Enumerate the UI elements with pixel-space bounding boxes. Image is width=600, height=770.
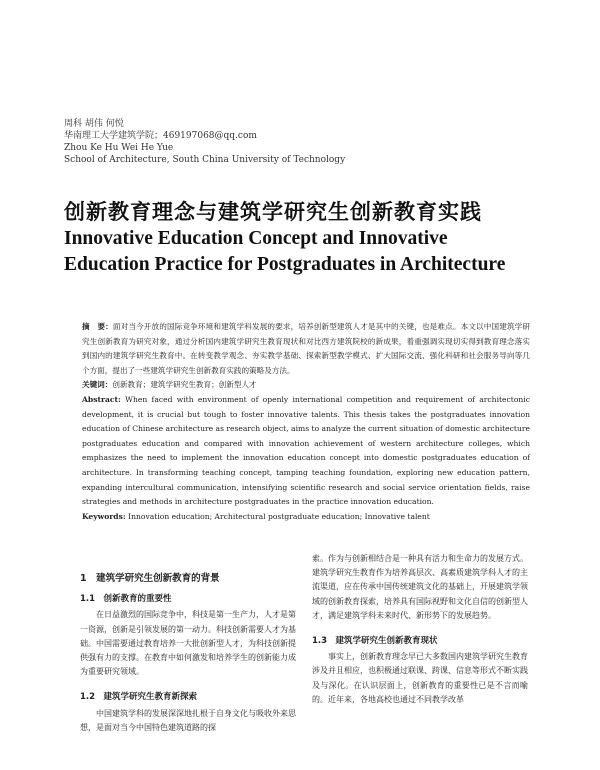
keywords-cn-label: 关键词： <box>82 380 113 390</box>
title-chinese: 创新教育理念与建筑学研究生创新教育实践 <box>64 200 482 224</box>
abstract-cn-label: 摘 要： <box>82 322 113 331</box>
section-heading-1: 1 建筑学研究生创新教育的背景 <box>80 573 220 584</box>
abstract-block <box>82 320 530 524</box>
author-block <box>64 118 345 166</box>
section-heading-1-2: 1.2 建筑学研究生教育新探索 <box>80 692 198 703</box>
body-right-column <box>312 552 528 707</box>
author-names-cn: 周科 胡伟 何悦 <box>64 119 124 129</box>
author-affiliation-en: School of Architecture, South China University of Technology <box>64 155 346 165</box>
body-left-column <box>80 566 296 735</box>
abstract-en-text: When faced with environment of openly international competition and requirement of architectonic development, it is crucial but tough to foster innovative talents. This thesis takes the postgraduates innovation education of Chinese architecture as research object, aims to analyze the current situation of domestic architecture postgraduates education and compared with innovation achievement of western architecture colleges, which emphasizes the need to implement the innovation education concept into domestic postgraduates education of architecture. In transforming teaching concept, tamping teaching foundation, exploring new education pattern, expanding intercultural communication, intensifying scientific research and social service orientation fields, raise strategies and methods in architecture postgraduates in the practice innovation education. <box>82 394 530 507</box>
section-heading-1-3: 1.3 建筑学研究生创新教育现状 <box>312 636 438 647</box>
author-names-en: Zhou Ke Hu Wei He Yue <box>64 143 174 153</box>
section-heading-1-1: 1.1 创新教育的重要性 <box>80 594 172 605</box>
title-english <box>64 226 505 278</box>
section-1-2-text: 中国建筑学科的发展深深地扎根于自身文化与吸收外来思想，是面对当今中国特色建筑道路的探 <box>80 708 296 732</box>
keywords-cn-text: 创新教育；建筑学研究生教育；创新型人才 <box>112 380 257 390</box>
title-english-line2: Education Practice for Postgraduates in Architecture <box>64 254 506 275</box>
title-english-line1: Innovative Education Concept and Innovative <box>64 228 448 249</box>
abstract-en <box>82 393 530 510</box>
abstract-cn-text: 面对当今开放的国际竞争环境和建筑学科发展的要求，培养创新型建筑人才是其中的关键，也是难点。本文以中国建筑学研究生创新教育为研究对象，通过分析国内建筑学研究生教育现状和对比西方建筑院校的新成果，着重强调实现切实得到教育理念落实到国内的建筑学研究生教育中。在转变教学观念、夯实教学基础、探索新型教学模式、扩大国际交流、强化科研和社会服务导向等几个方面，提出了一些建筑学研究生创新教育实践的策略及方法。 <box>82 322 530 375</box>
right-column-paragraph-2: 事实上，创新教育理念早已大多数国内建筑学研究生教育涉及并且相应，也积极通过联课、跨课、信息等形式不断实践及与深化。在认识层面上，创新教育的重要性已是不言而喻的。近年来，各地高校也通过不同教学改革 <box>312 652 528 704</box>
keywords-en-text: Innovation education; Architectural postgraduate education; Innovative talent <box>128 511 430 521</box>
keywords-cn <box>82 378 530 393</box>
section-1-1-text: 在日益激烈的国际竞争中，科技是第一生产力，人才是第一资源，创新是引领发展的第一动力。科技创新需要人才为基础。中国需要通过教育培养一大批创新型人才，为科技创新提供强有力的支撑。在教育中如何激发和培养学生的创新能力成为重要研究领域。 <box>80 610 296 677</box>
abstract-cn <box>82 320 530 378</box>
keywords-en-label: Keywords: <box>82 511 126 521</box>
right-column-paragraph-1: 索。作为与创新相结合是一种具有活力和生命力的发展方式。建筑学研究生教育作为培养高层次、高素质建筑学科人才的主流渠道，应在传承中国传统建筑文化的基础上，开展建筑学领域的创新教育探索，培养具有国际视野和文化自信的创新型人才，满足建筑学科未来时代、新形势下的发展趋势。 <box>312 554 528 620</box>
abstract-en-label: Abstract: <box>82 394 121 404</box>
author-affiliation-cn: 华南理工大学建筑学院；469197068@qq.com <box>64 131 257 141</box>
keywords-en <box>82 510 530 525</box>
